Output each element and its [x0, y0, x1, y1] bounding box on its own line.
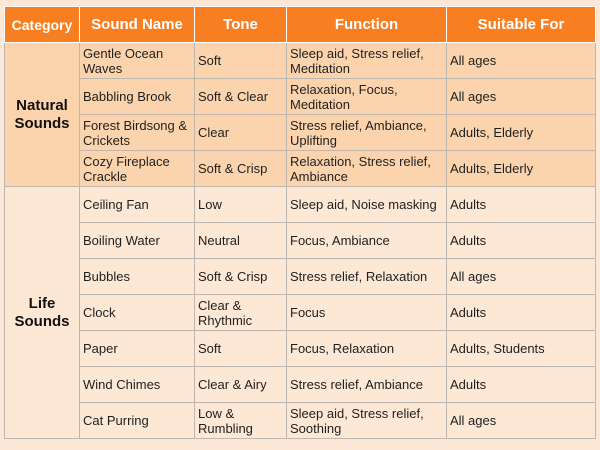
suitable-for-cell: All ages	[447, 79, 596, 115]
header-function: Function	[287, 7, 447, 43]
sound-name-cell: Babbling Brook	[80, 79, 195, 115]
suitable-for-cell: Adults, Elderly	[447, 151, 596, 187]
tone-cell: Neutral	[195, 223, 287, 259]
sound-name-cell: Bubbles	[80, 259, 195, 295]
function-cell: Stress relief, Relaxation	[287, 259, 447, 295]
table-row	[5, 295, 596, 331]
suitable-for-cell: Adults, Elderly	[447, 115, 596, 151]
suitable-for-cell: Adults	[447, 187, 596, 223]
header-category: Category	[5, 7, 80, 43]
sound-name-cell: Clock	[80, 295, 195, 331]
function-cell: Relaxation, Focus, Meditation	[287, 79, 447, 115]
suitable-for-cell: Adults, Students	[447, 331, 596, 367]
sound-name-cell: Paper	[80, 331, 195, 367]
tone-cell: Clear & Airy	[195, 367, 287, 403]
tone-cell: Soft	[195, 331, 287, 367]
table-row	[5, 43, 596, 79]
sound-name-cell: Wind Chimes	[80, 367, 195, 403]
header-suitable-for: Suitable For	[447, 7, 596, 43]
tone-cell: Clear	[195, 115, 287, 151]
sound-name-cell: Boiling Water	[80, 223, 195, 259]
function-cell: Sleep aid, Stress relief, Meditation	[287, 43, 447, 79]
function-cell: Focus, Ambiance	[287, 223, 447, 259]
table-row	[5, 187, 596, 223]
sound-table	[4, 6, 596, 439]
table-row	[5, 223, 596, 259]
table-row	[5, 79, 596, 115]
category-life-sounds	[5, 187, 80, 439]
tone-cell: Soft	[195, 43, 287, 79]
function-cell: Focus, Relaxation	[287, 331, 447, 367]
table-row	[5, 115, 596, 151]
tone-cell: Soft & Clear	[195, 79, 287, 115]
category-natural-sounds	[5, 43, 80, 187]
category-label-line1: Life	[28, 294, 56, 312]
function-cell: Sleep aid, Noise masking	[287, 187, 447, 223]
category-label-line1: Natural	[16, 96, 68, 114]
function-cell: Relaxation, Stress relief, Ambiance	[287, 151, 447, 187]
suitable-for-cell: All ages	[447, 259, 596, 295]
header-tone: Tone	[195, 7, 287, 43]
table-row	[5, 151, 596, 187]
category-label-line2: Sounds	[14, 312, 70, 330]
suitable-for-cell: All ages	[447, 403, 596, 439]
tone-cell: Soft & Crisp	[195, 151, 287, 187]
suitable-for-cell: Adults	[447, 223, 596, 259]
tone-cell: Clear & Rhythmic	[195, 295, 287, 331]
header-row	[5, 7, 596, 43]
table-row	[5, 259, 596, 295]
function-cell: Sleep aid, Stress relief, Soothing	[287, 403, 447, 439]
sound-name-cell: Cozy Fireplace Crackle	[80, 151, 195, 187]
table-row	[5, 367, 596, 403]
table-row	[5, 403, 596, 439]
tone-cell: Low	[195, 187, 287, 223]
sound-name-cell: Cat Purring	[80, 403, 195, 439]
sound-table-container	[4, 6, 595, 445]
function-cell: Stress relief, Ambiance, Uplifting	[287, 115, 447, 151]
sound-name-cell: Ceiling Fan	[80, 187, 195, 223]
table-row	[5, 331, 596, 367]
function-cell: Stress relief, Ambiance	[287, 367, 447, 403]
tone-cell: Low & Rumbling	[195, 403, 287, 439]
suitable-for-cell: Adults	[447, 295, 596, 331]
suitable-for-cell: Adults	[447, 367, 596, 403]
tone-cell: Soft & Crisp	[195, 259, 287, 295]
suitable-for-cell: All ages	[447, 43, 596, 79]
sound-name-cell: Forest Birdsong & Crickets	[80, 115, 195, 151]
function-cell: Focus	[287, 295, 447, 331]
sound-name-cell: Gentle Ocean Waves	[80, 43, 195, 79]
header-sound-name: Sound Name	[80, 7, 195, 43]
category-label-line2: Sounds	[14, 114, 70, 132]
